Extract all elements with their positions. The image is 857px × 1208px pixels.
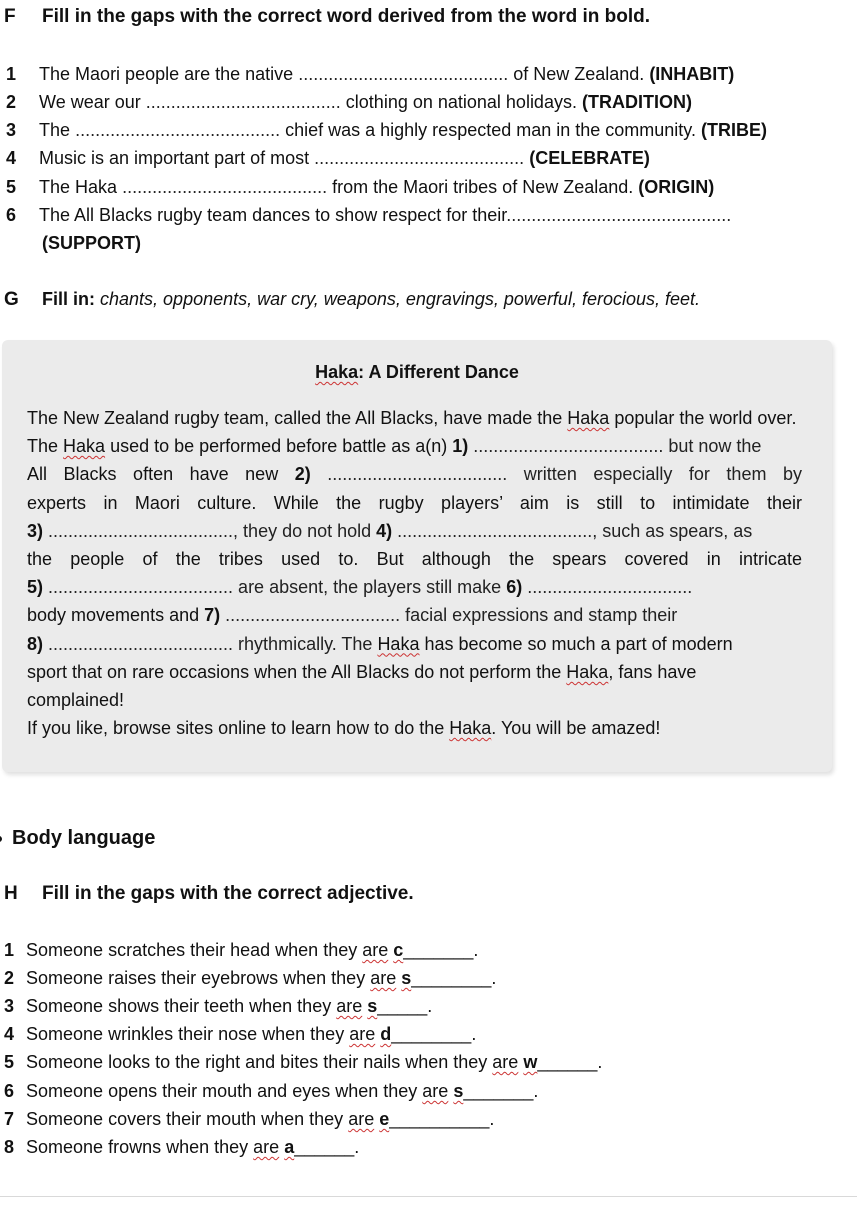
reading-line: experts in Maori culture. While the rugby players’ aim is still to intimidate their bbox=[27, 492, 802, 513]
reading-line: complained! bbox=[27, 690, 125, 711]
h-gap-8[interactable]: ______. bbox=[294, 1137, 360, 1157]
h-gap-6[interactable]: _______. bbox=[463, 1081, 539, 1101]
section-g-letter: G bbox=[4, 289, 19, 310]
reading-line: sport that on rare occasions when the All Blacks do not perform the Haka, fans have bbox=[27, 661, 697, 682]
reading-gap-7[interactable]: ................................... facial expressions and stamp their bbox=[220, 605, 678, 626]
section-h-instruction: Fill in the gaps with the correct adjective. bbox=[42, 883, 414, 904]
h-gap-7[interactable]: __________. bbox=[389, 1109, 495, 1129]
h-item-7: 7 Someone covers their mouth when they are e__________. bbox=[4, 1109, 495, 1129]
reading-gap-4[interactable]: ......................................., such as spears, as bbox=[392, 520, 753, 541]
reading-gap-6[interactable]: ................................. bbox=[522, 577, 693, 598]
f-item-4: 4 Music is an important part of most .......................................... (CELEBRATE) bbox=[6, 148, 650, 168]
f-item-6: 6 The All Blacks rugby team dances to show respect for their............................................. bbox=[6, 205, 732, 225]
reading-line: The Haka used to be performed before battle as a(n) 1) ...................................... but now the bbox=[27, 436, 762, 457]
f-item-5: 5 The Haka ......................................... from the Maori tribes of New Zealand. (ORIGIN) bbox=[6, 177, 715, 197]
reading-gap-2[interactable]: .................................... written especially for them by bbox=[310, 464, 802, 485]
bullet-icon bbox=[0, 836, 2, 842]
reading-line: body movements and 7) ................................... facial expressions and stamp their bbox=[27, 605, 678, 626]
h-gap-2[interactable]: ________. bbox=[411, 968, 497, 988]
f-gap-4[interactable]: .......................................... bbox=[314, 148, 525, 168]
reading-gap-3[interactable]: ....................................., they do not hold bbox=[43, 520, 377, 541]
reading-line: 3) ....................................., they do not hold 4) ......................................., such as spears, as bbox=[27, 520, 753, 541]
reading-line: 8) ..................................... rhythmically. The Haka has become so much a part of modern bbox=[27, 633, 733, 654]
section-f-instruction: Fill in the gaps with the correct word derived from the word in bold. bbox=[42, 6, 651, 27]
body-language-heading: Body language bbox=[0, 827, 155, 850]
reading-title: Haka: A Different Dance bbox=[315, 362, 519, 382]
f-item-2: 2 We wear our ....................................... clothing on national holidays. (TRADITION) bbox=[6, 92, 692, 112]
f-gap-5[interactable]: ......................................... bbox=[122, 177, 328, 197]
f-item-1: 1 The Maori people are the native .......................................... of New Zealand. (INHABIT) bbox=[6, 64, 735, 84]
h-gap-4[interactable]: ________. bbox=[391, 1024, 477, 1044]
reading-line: the people of the tribes used to. But although the spears covered in intricate bbox=[27, 549, 802, 570]
reading-text bbox=[27, 404, 802, 742]
f-item-3: 3 The ......................................... chief was a highly respected man in the community. (TRIBE) bbox=[6, 120, 767, 140]
h-item-3: 3 Someone shows their teeth when they are s_____. bbox=[4, 996, 433, 1016]
h-item-2: 2 Someone raises their eyebrows when they are s________. bbox=[4, 968, 497, 988]
reading-line: All Blacks often have new 2) .................................... written especially for them by bbox=[27, 464, 802, 485]
reading-gap-8[interactable]: ..................................... rhythmically. The bbox=[43, 633, 378, 654]
section-f-letter: F bbox=[4, 6, 16, 27]
h-gap-3[interactable]: _____. bbox=[377, 996, 433, 1016]
h-item-6: 6 Someone opens their mouth and eyes when they are s_______. bbox=[4, 1081, 539, 1101]
h-item-8: 8 Someone frowns when they are a______. bbox=[4, 1137, 360, 1157]
h-gap-1[interactable]: _______. bbox=[403, 940, 479, 960]
section-g-instruction: Fill in: chants, opponents, war cry, weapons, engravings, powerful, ferocious, feet. bbox=[42, 289, 701, 309]
h-item-1: 1 Someone scratches their head when they are c_______. bbox=[4, 940, 479, 960]
word-bank: chants, opponents, war cry, weapons, engravings, powerful, ferocious, feet. bbox=[100, 289, 701, 309]
page-divider bbox=[0, 1196, 857, 1197]
reading-line: 5) ..................................... are absent, the players still make 6) ................................. bbox=[27, 577, 693, 598]
reading-gap-1[interactable]: ...................................... but now the bbox=[468, 436, 762, 457]
f-gap-3[interactable]: ......................................... bbox=[75, 120, 281, 140]
reading-line: If you like, browse sites online to learn how to do the Haka. You will be amazed! bbox=[27, 718, 661, 739]
reading-box bbox=[2, 340, 832, 772]
h-item-5: 5 Someone looks to the right and bites their nails when they are w______. bbox=[4, 1052, 603, 1072]
f-gap-6[interactable]: ............................................. bbox=[506, 205, 732, 225]
h-gap-5[interactable]: ______. bbox=[537, 1052, 603, 1072]
h-item-4: 4 Someone wrinkles their nose when they are d________. bbox=[4, 1024, 477, 1044]
f-gap-1[interactable]: .......................................... bbox=[298, 64, 509, 84]
f-item-6-word: (SUPPORT) bbox=[42, 233, 141, 253]
reading-gap-5[interactable]: ..................................... are absent, the players still make bbox=[43, 577, 507, 598]
section-h-letter: H bbox=[4, 883, 18, 904]
reading-line: The New Zealand rugby team, called the All Blacks, have made the Haka popular the world over. bbox=[27, 408, 797, 428]
f-gap-2[interactable]: ....................................... bbox=[145, 92, 341, 112]
